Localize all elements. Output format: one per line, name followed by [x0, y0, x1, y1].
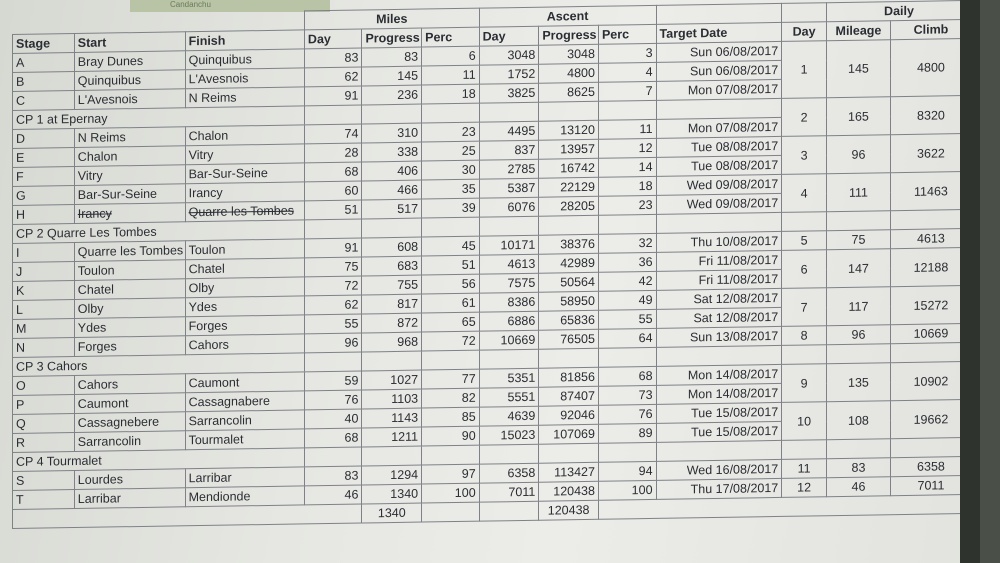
empty-cell: [304, 105, 362, 125]
target-date: Sun 06/08/2017: [656, 60, 782, 81]
target-date: Wed 09/08/2017: [656, 193, 782, 214]
miles-perc: 30: [422, 160, 480, 180]
miles-day: 75: [304, 257, 362, 277]
daily-day-header: Day: [782, 22, 827, 42]
ascent-progress: 81856: [539, 367, 599, 387]
empty-cell: [13, 504, 362, 528]
start: Forges: [74, 336, 185, 357]
start: Bar-Sur-Seine: [74, 184, 185, 205]
miles-day: 68: [304, 428, 362, 448]
daily-climb: 10669: [890, 323, 971, 343]
finish: Bar-Sur-Seine: [185, 163, 304, 184]
miles-progress: 236: [362, 85, 422, 105]
target-date: Fri 11/08/2017: [656, 269, 782, 290]
empty-cell: [782, 212, 827, 232]
miles-day: 51: [304, 200, 362, 220]
miles-day: 62: [304, 295, 362, 315]
empty-cell: [598, 442, 656, 462]
ascent-perc: 42: [598, 271, 656, 291]
daily-day: 7: [782, 288, 827, 327]
ascent-day: 10171: [479, 235, 539, 255]
ascent-perc: 12: [598, 138, 656, 158]
empty-cell: [304, 447, 362, 467]
finish: Larribar: [185, 467, 304, 488]
miles-day: 46: [304, 485, 362, 505]
miles-day: 62: [304, 67, 362, 87]
ascent-perc-header: Perc: [598, 24, 656, 44]
empty-cell: [598, 347, 656, 367]
empty-cell: [422, 445, 480, 465]
miles-perc: 82: [422, 388, 480, 408]
ascent-perc: 100: [598, 480, 656, 500]
daily-climb: 6358: [890, 456, 971, 476]
ascent-progress: 92046: [539, 405, 599, 425]
stage: M: [13, 319, 75, 339]
checkpoint-label: CP 2 Quarre Les Tombes: [13, 220, 305, 244]
ascent-perc: 36: [598, 252, 656, 272]
ascent-progress: 58950: [539, 291, 599, 311]
daily-climb: 4613: [890, 228, 971, 248]
miles-perc: 25: [422, 141, 480, 161]
daily-day: 10: [782, 402, 827, 441]
ascent-day: 15023: [479, 425, 539, 445]
start: L'Avesnois: [74, 89, 185, 110]
miles-progress: 1294: [362, 465, 422, 485]
miles-day: 68: [304, 162, 362, 182]
empty-cell: [827, 211, 891, 231]
miles-progress: 817: [362, 294, 422, 314]
miles-progress: 968: [362, 332, 422, 352]
miles-perc-header: Perc: [422, 27, 480, 47]
finish: Quinquibus: [185, 49, 304, 70]
miles-progress: 1143: [362, 408, 422, 428]
ascent-day: 2785: [479, 159, 539, 179]
target-date: Tue 08/08/2017: [656, 136, 782, 157]
map-text: Candanchu: [170, 0, 211, 9]
ascent-day: 5551: [479, 387, 539, 407]
miles-progress: 406: [362, 161, 422, 181]
empty-cell: [479, 349, 539, 369]
ascent-day: 3825: [479, 83, 539, 103]
ascent-progress: 50564: [539, 272, 599, 292]
stage: L: [13, 300, 75, 320]
checkpoint-label: CP 1 at Epernay: [13, 106, 305, 130]
finish: L'Avesnois: [185, 68, 304, 89]
finish: Forges: [185, 315, 304, 336]
stage: S: [13, 471, 75, 491]
miles-progress: 755: [362, 275, 422, 295]
stage: P: [13, 395, 75, 415]
ascent-perc: 4: [598, 62, 656, 82]
finish: Chalon: [185, 125, 304, 146]
start: Caumont: [74, 393, 185, 414]
start-header: Start: [74, 32, 185, 53]
start: Sarrancolin: [74, 431, 185, 452]
miles-day: 91: [304, 86, 362, 106]
daily-day: 2: [782, 98, 827, 137]
stage: H: [13, 205, 75, 225]
schedule-body: [13, 0, 972, 528]
climb-header: Climb: [890, 19, 971, 39]
start: Irancy: [74, 203, 185, 224]
miles-day-header: Day: [304, 29, 362, 49]
stage: Q: [13, 414, 75, 434]
start: Cahors: [74, 374, 185, 395]
start: Toulon: [74, 260, 185, 281]
empty-cell: [422, 350, 480, 370]
finish: Quarre les Tombes: [185, 201, 304, 222]
stage: D: [13, 129, 75, 149]
ascent-progress-header: Progress: [539, 25, 599, 45]
start: Ydes: [74, 317, 185, 338]
miles-perc: 45: [422, 236, 480, 256]
empty-cell: [539, 348, 599, 368]
miles-day: 72: [304, 276, 362, 296]
checkpoint-label: CP 3 Cahors: [13, 353, 305, 377]
miles-day: 74: [304, 124, 362, 144]
ascent-progress: 28205: [539, 196, 599, 216]
ascent-day: 7575: [479, 273, 539, 293]
miles-progress: 310: [362, 123, 422, 143]
daily-day: 4: [782, 174, 827, 213]
start: Vitry: [74, 165, 185, 186]
ascent-day: 4495: [479, 121, 539, 141]
empty-cell: [479, 444, 539, 464]
empty-cell: [362, 104, 422, 124]
start: Lourdes: [74, 469, 185, 490]
ascent-progress: 38376: [539, 234, 599, 254]
start: Quarre les Tombes: [74, 241, 185, 262]
empty-cell: [827, 344, 891, 364]
miles-day: 83: [304, 466, 362, 486]
stage: I: [13, 243, 75, 263]
ascent-progress: 13120: [539, 120, 599, 140]
target-date: Tue 15/08/2017: [656, 421, 782, 442]
start: N Reims: [74, 127, 185, 148]
ascent-perc: 68: [598, 366, 656, 386]
miles-progress: 83: [362, 47, 422, 67]
finish-header: Finish: [185, 30, 304, 51]
finish: Toulon: [185, 239, 304, 260]
start: Quinquibus: [74, 70, 185, 91]
mileage-header: Mileage: [827, 21, 891, 41]
empty-cell: [362, 446, 422, 466]
ascent-perc: 11: [598, 119, 656, 139]
empty-cell: [656, 212, 782, 233]
empty-cell: [422, 217, 480, 237]
target-date: Sat 12/08/2017: [656, 288, 782, 309]
miles-perc: 23: [422, 122, 480, 142]
miles-perc: 39: [422, 198, 480, 218]
empty-cell: [479, 216, 539, 236]
start: Chatel: [74, 279, 185, 300]
empty-cell: [656, 345, 782, 366]
miles-perc: 56: [422, 274, 480, 294]
ascent-progress: 13957: [539, 139, 599, 159]
ascent-day: 4639: [479, 406, 539, 426]
daily-climb: 3622: [890, 133, 971, 172]
finish: Cassagnabere: [185, 391, 304, 412]
daily-mileage: 46: [827, 477, 891, 497]
daily-mileage: 165: [827, 97, 891, 136]
finish: Irancy: [185, 182, 304, 203]
stage: F: [13, 167, 75, 187]
empty-cell: [422, 103, 480, 123]
miles-perc: 72: [422, 331, 480, 351]
ascent-perc: 64: [598, 328, 656, 348]
daily-climb: 8320: [890, 95, 971, 134]
daily-day: 1: [782, 41, 827, 99]
target-date: Wed 09/08/2017: [656, 174, 782, 195]
miles-header: Miles: [304, 8, 479, 30]
empty-cell: [539, 215, 599, 235]
daily-mileage: 147: [827, 249, 891, 288]
finish: Caumont: [185, 372, 304, 393]
daily-day: 11: [782, 459, 827, 479]
empty-cell: [656, 98, 782, 119]
ascent-progress: 87407: [539, 386, 599, 406]
daily-mileage: 96: [827, 325, 891, 345]
empty-cell: [362, 351, 422, 371]
miles-day: 40: [304, 409, 362, 429]
empty-cell: [539, 443, 599, 463]
ascent-perc: 7: [598, 81, 656, 101]
miles-progress: 872: [362, 313, 422, 333]
miles-perc: 35: [422, 179, 480, 199]
stage: R: [13, 433, 75, 453]
miles-day: 60: [304, 181, 362, 201]
target-date: Sun 06/08/2017: [656, 41, 782, 62]
daily-mileage: 135: [827, 363, 891, 402]
ascent-perc: 76: [598, 404, 656, 424]
miles-progress: 1340: [362, 484, 422, 504]
target-date: Mon 07/08/2017: [656, 79, 782, 100]
empty-cell: [304, 352, 362, 372]
ascent-day: 10669: [479, 330, 539, 350]
empty-cell: [782, 345, 827, 365]
ascent-perc: 55: [598, 309, 656, 329]
ascent-day: 5351: [479, 368, 539, 388]
miles-day: 91: [304, 238, 362, 258]
finish: Vitry: [185, 144, 304, 165]
total-ascent: 120438: [539, 500, 599, 520]
miles-day: 55: [304, 314, 362, 334]
page-edge: [960, 0, 980, 563]
empty-cell: [539, 101, 599, 121]
finish: Tourmalet: [185, 429, 304, 450]
ascent-day: 6076: [479, 197, 539, 217]
target-date: Tue 15/08/2017: [656, 402, 782, 423]
start: Bray Dunes: [74, 51, 185, 72]
daily-header: Daily: [827, 0, 972, 21]
finish: Mendionde: [185, 486, 304, 507]
ascent-day: 3048: [479, 45, 539, 65]
stage: G: [13, 186, 75, 206]
ascent-progress: 76505: [539, 329, 599, 349]
daily-day: 5: [782, 231, 827, 251]
finish: N Reims: [185, 87, 304, 108]
miles-progress: 683: [362, 256, 422, 276]
miles-perc: 18: [422, 84, 480, 104]
ascent-progress: 4800: [539, 63, 599, 83]
empty-cell: [304, 219, 362, 239]
miles-progress: 466: [362, 180, 422, 200]
target-date: Mon 14/08/2017: [656, 383, 782, 404]
ascent-progress: 3048: [539, 44, 599, 64]
daily-climb: 19662: [890, 399, 971, 438]
start: Cassagnebere: [74, 412, 185, 433]
ascent-perc: 89: [598, 423, 656, 443]
miles-day: 76: [304, 390, 362, 410]
finish: Olby: [185, 277, 304, 298]
start: Olby: [74, 298, 185, 319]
finish: Cahors: [185, 334, 304, 355]
ascent-day: 4613: [479, 254, 539, 274]
empty-cell: [827, 439, 891, 459]
daily-mileage: 145: [827, 40, 891, 98]
ascent-day: 7011: [479, 482, 539, 502]
ascent-progress: 113427: [539, 462, 599, 482]
daily-mileage: 75: [827, 230, 891, 250]
daily-day: 9: [782, 364, 827, 403]
daily-day: 3: [782, 136, 827, 175]
stage: B: [13, 72, 75, 92]
checkpoint-label: CP 4 Tourmalet: [13, 448, 305, 472]
ascent-perc: 32: [598, 233, 656, 253]
target-date: Mon 07/08/2017: [656, 117, 782, 138]
daily-climb: 15272: [890, 285, 971, 324]
ascent-progress: 42989: [539, 253, 599, 273]
daily-climb: 12188: [890, 247, 971, 286]
miles-progress: 608: [362, 237, 422, 257]
start: Larribar: [74, 488, 185, 509]
ascent-perc: 3: [598, 43, 656, 63]
miles-progress: 1211: [362, 427, 422, 447]
target-date: Sun 13/08/2017: [656, 326, 782, 347]
daily-climb: 4800: [890, 38, 971, 96]
empty-cell: [598, 100, 656, 120]
stage: O: [13, 376, 75, 396]
total-miles: 1340: [362, 503, 422, 523]
ascent-perc: 18: [598, 176, 656, 196]
miles-progress: 145: [362, 66, 422, 86]
ascent-day: 5387: [479, 178, 539, 198]
stage: T: [13, 490, 75, 510]
stage: J: [13, 262, 75, 282]
finish: Chatel: [185, 258, 304, 279]
miles-perc: 97: [422, 464, 480, 484]
stage: N: [13, 338, 75, 358]
daily-climb: 11463: [890, 171, 971, 210]
ascent-day-header: Day: [479, 26, 539, 46]
ascent-header: Ascent: [479, 5, 656, 27]
miles-perc: 90: [422, 426, 480, 446]
empty-cell: [422, 502, 480, 522]
empty-cell: [362, 218, 422, 238]
miles-progress: 338: [362, 142, 422, 162]
miles-perc: 100: [422, 483, 480, 503]
ascent-progress: 8625: [539, 82, 599, 102]
target-date: Tue 08/08/2017: [656, 155, 782, 176]
daily-mileage: 96: [827, 135, 891, 174]
daily-day: 8: [782, 326, 827, 346]
miles-day: 83: [304, 48, 362, 68]
schedule-table: [12, 0, 972, 529]
target-date: Fri 11/08/2017: [656, 250, 782, 271]
miles-day: 59: [304, 371, 362, 391]
miles-perc: 51: [422, 255, 480, 275]
miles-day: 96: [304, 333, 362, 353]
miles-progress: 1027: [362, 370, 422, 390]
ascent-day: 8386: [479, 292, 539, 312]
miles-progress: 517: [362, 199, 422, 219]
stage: K: [13, 281, 75, 301]
stage: C: [13, 91, 75, 111]
finish: Sarrancolin: [185, 410, 304, 431]
ascent-day: 6886: [479, 311, 539, 331]
miles-perc: 61: [422, 293, 480, 313]
daily-mileage: 108: [827, 401, 891, 440]
stage-header: Stage: [13, 34, 75, 54]
target-date: Thu 10/08/2017: [656, 231, 782, 252]
stage: E: [13, 148, 75, 168]
finish: Ydes: [185, 296, 304, 317]
miles-perc: 77: [422, 369, 480, 389]
ascent-perc: 73: [598, 385, 656, 405]
target-date: Mon 14/08/2017: [656, 364, 782, 385]
ascent-day: 6358: [479, 463, 539, 483]
ascent-progress: 120438: [539, 481, 599, 501]
ascent-progress: 22129: [539, 177, 599, 197]
daily-day: 6: [782, 250, 827, 289]
miles-progress-header: Progress: [362, 28, 422, 48]
stage: A: [13, 53, 75, 73]
daily-mileage: 117: [827, 287, 891, 326]
empty-cell: [479, 501, 539, 521]
miles-progress: 1103: [362, 389, 422, 409]
daily-day: 12: [782, 478, 827, 498]
target-date: Wed 16/08/2017: [656, 459, 782, 480]
miles-perc: 65: [422, 312, 480, 332]
miles-perc: 85: [422, 407, 480, 427]
miles-perc: 6: [422, 46, 480, 66]
daily-mileage: 111: [827, 173, 891, 212]
ascent-perc: 49: [598, 290, 656, 310]
target-date: Sat 12/08/2017: [656, 307, 782, 328]
empty-cell: [479, 102, 539, 122]
empty-cell: [598, 214, 656, 234]
start: Chalon: [74, 146, 185, 167]
ascent-day: 837: [479, 140, 539, 160]
ascent-perc: 14: [598, 157, 656, 177]
ascent-day: 1752: [479, 64, 539, 84]
empty-cell: [782, 440, 827, 460]
ascent-perc: 23: [598, 195, 656, 215]
daily-climb: 10902: [890, 361, 971, 400]
ascent-progress: 107069: [539, 424, 599, 444]
ascent-perc: 94: [598, 461, 656, 481]
daily-climb: 7011: [890, 475, 971, 495]
target-date-header: Target Date: [656, 22, 782, 43]
ascent-progress: 65836: [539, 310, 599, 330]
daily-mileage: 83: [827, 458, 891, 478]
ascent-progress: 16742: [539, 158, 599, 178]
miles-day: 28: [304, 143, 362, 163]
empty-cell: [656, 440, 782, 461]
miles-perc: 11: [422, 65, 480, 85]
target-date: Thu 17/08/2017: [656, 478, 782, 499]
